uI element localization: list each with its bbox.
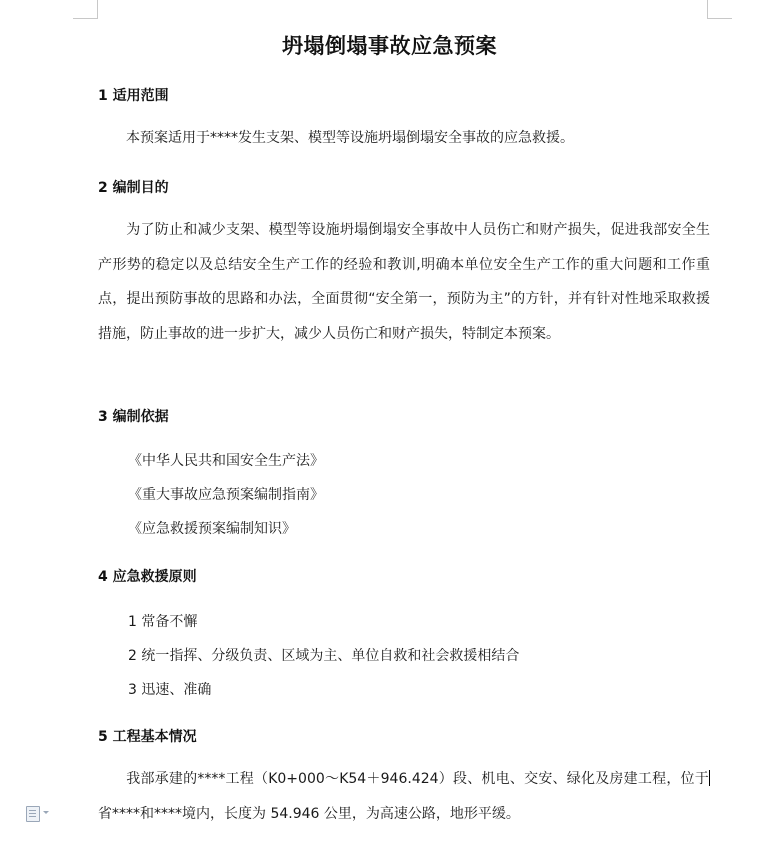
reference-item-2[interactable]: 《重大事故应急预案编制指南》 (128, 487, 324, 503)
document-icon[interactable] (26, 806, 40, 822)
section-heading-2[interactable]: 2 编制目的 (98, 180, 169, 196)
section-heading-4[interactable]: 4 应急救援原则 (98, 569, 197, 585)
section-paragraph-2[interactable] (98, 213, 710, 351)
section-paragraph-2-text: 为了防止和减少支架、模型等设施坍塌倒塌安全事故中人员伤亡和财产损失，促进我部安全生产形势的稳定以及总结安全生产工作的经验和教训,明确本单位安全生产工作的重大问题和工作重点，提出预防事故的思路和办法，全面贯彻“安全第一，预防为主”的方针，并有针对性地采取救援措施，防止事故的进一步扩大，减少人员伤亡和财产损失，特制定本预案。 (98, 222, 710, 342)
chevron-down-icon[interactable] (43, 811, 49, 814)
section-heading-3[interactable]: 3 编制依据 (98, 409, 169, 425)
section-paragraph-5[interactable] (98, 762, 710, 831)
text-cursor (709, 770, 710, 786)
crop-mark-top-left (73, 0, 98, 19)
section-heading-5[interactable]: 5 工程基本情况 (98, 729, 197, 745)
crop-mark-top-right (707, 0, 732, 19)
section-paragraph-1-text: 本预案适用于****发生支架、模型等设施坍塌倒塌安全事故的应急救援。 (126, 130, 574, 146)
document-title[interactable]: 坍塌倒塌事故应急预案 (282, 34, 497, 58)
section-paragraph-1[interactable] (98, 121, 710, 156)
section-paragraph-5-text-a: 我部承建的****工程（K0+000～K54＋946.424）段、机电、交安、绿化及房建工程，位于 (126, 771, 709, 787)
principle-item-3[interactable]: 3 迅速、准确 (128, 682, 212, 698)
reference-item-3[interactable]: 《应急救援预案编制知识》 (128, 521, 296, 537)
section-paragraph-5-text-b: 省****和****境内，长度为 54.946 公里，为高速公路，地形平缓。 (98, 805, 520, 822)
reference-item-1[interactable]: 《中华人民共和国安全生产法》 (128, 453, 324, 469)
section-heading-1[interactable]: 1 适用范围 (98, 88, 169, 104)
principle-item-1[interactable]: 1 常备不懈 (128, 614, 198, 630)
principle-item-2[interactable]: 2 统一指挥、分级负责、区域为主、单位自救和社会救援相结合 (128, 648, 520, 664)
